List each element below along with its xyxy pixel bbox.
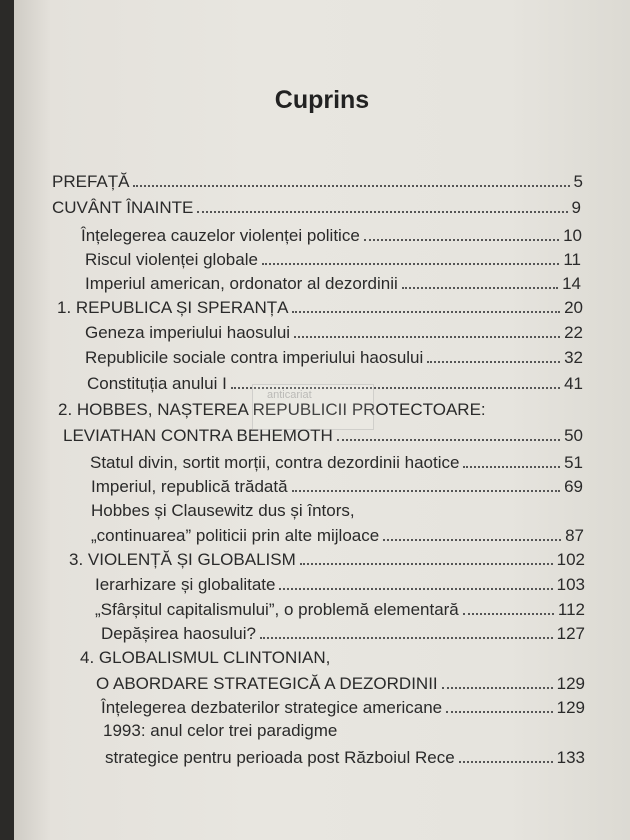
toc-entry-label: 3. VIOLENȚĂ ȘI GLOBALISM — [69, 550, 296, 569]
toc-entry-page: 5 — [573, 172, 583, 191]
toc-entry-label: CUVÂNT ÎNAINTE — [52, 198, 194, 217]
toc-entry-label: Înțelegerea dezbaterilor strategice americane — [101, 698, 443, 717]
book-page — [14, 0, 630, 840]
toc-entry-page: 9 — [571, 198, 581, 217]
leader-dots — [197, 196, 567, 213]
toc-entry-label: Constituția anului I — [87, 374, 227, 393]
leader-dots — [364, 224, 559, 241]
toc-entry — [90, 451, 583, 474]
toc-entry-label: Ierarhizare și globalitate — [95, 575, 276, 594]
toc-entry-label: Statul divin, sortit morții, contra dezordinii haotice — [90, 453, 460, 472]
toc-entry — [105, 746, 585, 769]
leader-dots — [402, 272, 558, 289]
toc-entry-first-line: Hobbes și Clausewitz dus și întors, — [91, 501, 355, 520]
toc-entry-page: 10 — [563, 226, 582, 245]
toc-entry — [52, 196, 581, 219]
toc-entry-label: Imperiul, republică trădată — [91, 477, 288, 496]
toc-entry-label: Imperiul american, ordonator al dezordinii — [85, 274, 398, 293]
toc-entry — [85, 272, 581, 295]
watermark-stamp — [252, 384, 374, 430]
toc-entry — [101, 696, 585, 719]
toc-entry-page: 69 — [564, 477, 583, 496]
toc-entry-page: 11 — [563, 250, 581, 269]
toc-entry-page: 50 — [564, 426, 583, 445]
toc-entry — [95, 598, 585, 621]
toc-entry-label: Republicile sociale contra imperiului haosului — [85, 348, 424, 367]
toc-entry — [85, 346, 583, 369]
leader-dots — [300, 548, 553, 565]
leader-dots — [427, 346, 560, 363]
toc-entry-page: 127 — [556, 624, 585, 643]
leader-dots — [446, 696, 552, 713]
toc-entry — [101, 622, 585, 645]
leader-dots — [383, 524, 561, 541]
toc-entry — [81, 224, 582, 247]
leader-dots — [294, 321, 560, 338]
leader-dots — [459, 746, 553, 763]
toc-entry — [85, 321, 583, 344]
toc-entry-page: 112 — [557, 600, 585, 619]
toc-entry — [95, 573, 585, 596]
toc-entry-page: 22 — [564, 323, 583, 342]
leader-dots — [292, 296, 560, 313]
toc-entry-label: Riscul violenței globale — [85, 250, 258, 269]
toc-entry-page: 103 — [556, 575, 585, 594]
watermark-text: anticariat — [267, 389, 312, 401]
toc-entry-label: Înțelegerea cauzelor violenței politice — [81, 226, 360, 245]
toc-entry-page: 20 — [564, 298, 583, 317]
toc-entry-label: LEVIATHAN CONTRA BEHEMOTH — [63, 426, 333, 445]
toc-entry-page: 87 — [565, 526, 584, 545]
toc-entry-page: 102 — [556, 550, 585, 569]
toc-entry-label: strategice pentru perioada post Războiul Rece — [105, 748, 455, 767]
toc-entry-page: 14 — [562, 274, 581, 293]
toc-entry-label: „continuarea” politicii prin alte mijloace — [91, 526, 380, 545]
toc-entry — [57, 296, 583, 319]
toc-entry-label: 1. REPUBLICA ȘI SPERANȚA — [57, 298, 289, 317]
leader-dots — [260, 622, 553, 639]
toc-entry-first-line: 1993: anul celor trei paradigme — [103, 721, 338, 740]
toc-entry-page: 129 — [556, 674, 585, 693]
toc-entry — [69, 548, 585, 571]
leader-dots — [463, 451, 560, 468]
toc-chapter-heading: 2. HOBBES, NAȘTEREA REPUBLICII PROTECTOARE: — [58, 400, 486, 419]
toc-entry-label: Depășirea haosului? — [101, 624, 256, 643]
toc-entry — [91, 524, 584, 547]
toc-entry-label: PREFAȚĂ — [52, 172, 130, 191]
leader-dots — [463, 598, 554, 615]
toc-entry — [85, 248, 581, 271]
leader-dots — [133, 170, 569, 187]
toc-chapter-heading: 4. GLOBALISMUL CLINTONIAN, — [80, 648, 331, 667]
leader-dots — [262, 248, 559, 265]
toc-entry — [52, 170, 583, 193]
leader-dots — [292, 475, 561, 492]
toc-entry-page: 32 — [564, 348, 583, 367]
toc-entry — [96, 672, 585, 695]
toc-entry-page: 133 — [556, 748, 585, 767]
toc-entry-label: Geneza imperiului haosului — [85, 323, 291, 342]
toc-entry — [91, 475, 583, 498]
toc-entry-page: 129 — [556, 698, 585, 717]
leader-dots — [442, 672, 553, 689]
toc-entry-label: O ABORDARE STRATEGICĂ A DEZORDINII — [96, 674, 438, 693]
toc-entry-page: 51 — [564, 453, 583, 472]
page-title: Cuprins — [274, 86, 370, 114]
toc-entry-page: 41 — [564, 374, 583, 393]
leader-dots — [279, 573, 552, 590]
toc-entry-label: „Sfârșitul capitalismului”, o problemă elementară — [95, 600, 459, 619]
